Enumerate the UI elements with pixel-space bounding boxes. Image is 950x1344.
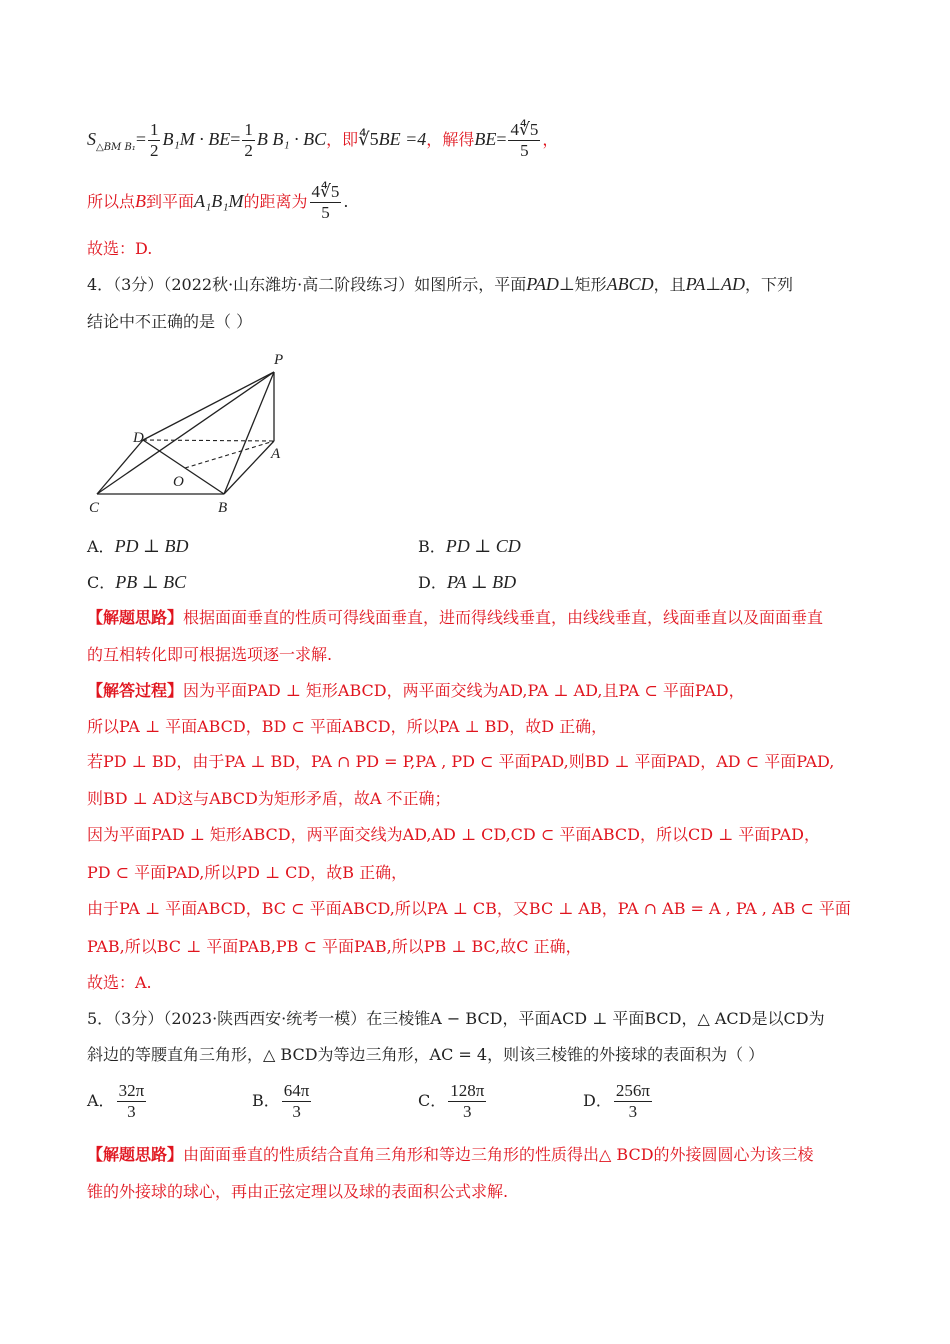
hint-text: 由面面垂直的性质结合直角三角形和等边三角形的性质得出△ BCD的外接圆圆心为该三棱 <box>183 1145 814 1164</box>
option-expr: PB ⊥ BC <box>115 572 187 592</box>
fraction-numerator: 4∜5 <box>311 182 340 201</box>
q4-proc-line7: 由于PA ⊥ 平面ABCD，BC ⊂ 平面ABCD,所以PA ⊥ CB，又BC ⊥ AB，PA ∩ AB = A , PA , AB ⊂ 平面 <box>87 899 851 918</box>
hint-text: 根据面面垂直的性质可得线面垂直，进而得线线垂直，由线线垂直，线面垂直以及面面垂直 <box>183 608 824 627</box>
q5-hint-line1 <box>87 1143 814 1167</box>
fraction-half <box>148 120 161 161</box>
q5-option-c[interactable] <box>418 1081 488 1122</box>
fraction-numerator: 1 <box>149 120 159 139</box>
label-o: O <box>173 474 184 490</box>
option-label: A． <box>87 537 115 556</box>
text: ，下列 <box>745 275 794 294</box>
q5-stem-line2: 斜边的等腰直角三角形，△ BCD为等边三角形，AC = 4，则该三棱锥的外接球的表面积为（ ） <box>87 1045 765 1064</box>
area-equation <box>87 120 558 161</box>
label-b: B <box>218 500 228 516</box>
rect-abcd: ABCD <box>606 274 654 294</box>
fraction-denominator: 2 <box>149 141 159 160</box>
q4-proc-line6: PD ⊂ 平面PAD,所以PD ⊥ CD，故B 正确， <box>87 863 408 882</box>
fraction-numerator: 4∜5 <box>510 120 539 139</box>
root5: ∜5 <box>358 129 379 149</box>
area-subscript: △BM B₁ <box>96 142 136 153</box>
q4-option-d[interactable] <box>418 570 516 595</box>
q4-proc-line8: PAB,所以BC ⊥ 平面PAB,PB ⊂ 平面PAB,所以PB ⊥ BC,故C 正确， <box>87 937 582 956</box>
q4-proc-line4: 则BD ⊥ AD这与ABCD为矩形矛盾，故A 不正确； <box>87 789 451 808</box>
fraction-numerator: 32π <box>118 1081 145 1100</box>
punct: ， <box>326 130 343 149</box>
fraction-distance <box>310 182 342 223</box>
q4-hint-line2: 的互相转化即可根据选项逐一求解. <box>87 645 333 664</box>
q4-proc-line1 <box>87 679 745 703</box>
line-ad: AD <box>721 274 746 294</box>
q5-stem-line1: 5．（3分）（2023·陕西西安·统考一模）在三棱锥A − BCD，平面ACD ⊥ 平面BCD，△ ACD是以CD为 <box>87 1009 825 1028</box>
option-fraction <box>117 1081 147 1122</box>
ji-text: 即 <box>342 130 359 149</box>
fraction-denominator: 3 <box>628 1102 638 1121</box>
hint-tag: 【解题思路】 <box>87 608 184 627</box>
option-expr: PD ⊥ CD <box>445 536 521 556</box>
point-b: B <box>135 191 147 211</box>
line-pa: PA <box>685 274 706 294</box>
proc-text: 因为平面PAD ⊥ 矩形ABCD，两平面交线为AD,PA ⊥ AD,且PA ⊂ 平面PAD， <box>183 681 745 700</box>
fraction-denominator: 3 <box>463 1102 472 1121</box>
punct: ， <box>542 130 559 149</box>
be-var: BE <box>474 129 497 149</box>
option-label: B． <box>252 1091 280 1110</box>
equals-sign: = <box>135 129 146 149</box>
equals-sign: = <box>230 129 241 149</box>
punct: ， <box>426 130 443 149</box>
q4-stem-line2: 结论中不正确的是（ ） <box>87 312 253 331</box>
q4-stem-line1 <box>87 272 793 297</box>
fraction-denominator: 3 <box>292 1102 301 1121</box>
option-label: B． <box>418 537 446 556</box>
fraction-numerator: 64π <box>283 1081 310 1100</box>
option-expr: PD ⊥ BD <box>114 536 189 556</box>
q5-option-a[interactable] <box>87 1081 148 1122</box>
q4-hint-line1 <box>87 606 823 630</box>
fraction-denominator: 2 <box>244 141 253 160</box>
label-p: P <box>274 352 284 368</box>
prev-answer: 故选：D. <box>87 239 153 258</box>
label-c: C <box>89 500 100 516</box>
area-symbol: S <box>87 129 96 149</box>
q5-option-b[interactable] <box>252 1081 313 1122</box>
fraction-numerator: 128π <box>450 1081 485 1100</box>
proc-tag: 【解答过程】 <box>87 681 184 700</box>
q4-proc-line3: 若PD ⊥ BD，由于PA ⊥ BD，PA ∩ PD = P,PA , PD ⊂ 平面PAD,则BD ⊥ 平面PAD，AD ⊂ 平面PAD, <box>87 752 835 771</box>
option-fraction <box>282 1081 312 1122</box>
q4-proc-line2: 所以PA ⊥ 平面ABCD，BD ⊂ 平面ABCD，所以PA ⊥ BD，故D 正确， <box>87 717 608 736</box>
option-fraction <box>448 1081 486 1122</box>
option-expr: PA ⊥ BD <box>446 572 517 592</box>
text: 的距离为 <box>243 192 308 211</box>
perp-symbol: ⊥ <box>558 274 575 294</box>
q4-option-a[interactable] <box>87 534 188 559</box>
q5-hint-line2: 锥的外接球的球心，再由正弦定理以及球的表面积公式求解. <box>87 1182 509 1201</box>
term-b1m-be: B₁M · BE <box>162 129 231 149</box>
plane-pad: PAD <box>526 274 559 294</box>
term-bb1-bc: B B₁ · BC <box>256 129 327 149</box>
text: 4．（3分）（2022秋·山东潍坊·高二阶段练习）如图所示，平面 <box>87 275 527 294</box>
q4-proc-line5: 因为平面PAD ⊥ 矩形ABCD，两平面交线为AD,AD ⊥ CD,CD ⊂ 平面ABCD，所以CD ⊥ 平面PAD， <box>87 825 820 844</box>
fraction-numerator: 256π <box>615 1081 650 1100</box>
perp-symbol: ⊥ <box>705 274 722 294</box>
option-label: D． <box>583 1091 612 1110</box>
q4-option-c[interactable] <box>87 570 186 595</box>
text: 矩形 <box>574 275 607 294</box>
solve-text: 解得 <box>442 130 475 149</box>
fraction-answer <box>508 120 540 161</box>
option-label: D． <box>418 573 447 592</box>
fraction-denominator: 5 <box>520 141 529 160</box>
fraction-numerator: 1 <box>244 120 253 139</box>
option-label: C． <box>87 573 116 592</box>
label-d: D <box>133 430 144 446</box>
plane-a1b1m: A₁B₁M <box>194 191 244 211</box>
punct: . <box>343 192 349 211</box>
q4-answer: 故选：A. <box>87 973 152 992</box>
equals-sign: = <box>496 129 507 149</box>
text: 到平面 <box>146 192 195 211</box>
option-label: A． <box>87 1091 115 1110</box>
text: 所以点 <box>87 192 136 211</box>
be-eq-4: BE =4 <box>378 129 427 149</box>
q5-option-d[interactable] <box>583 1081 654 1122</box>
distance-line <box>87 182 348 223</box>
option-label: C． <box>418 1091 447 1110</box>
label-a: A <box>271 446 281 462</box>
text: ，且 <box>653 275 686 294</box>
fraction-half <box>242 120 255 161</box>
hint-tag: 【解题思路】 <box>87 1145 184 1164</box>
q4-option-b[interactable] <box>418 534 521 559</box>
option-fraction <box>614 1081 652 1122</box>
fraction-denominator: 5 <box>321 203 330 222</box>
pyramid-figure <box>85 348 305 518</box>
fraction-denominator: 3 <box>127 1102 136 1121</box>
